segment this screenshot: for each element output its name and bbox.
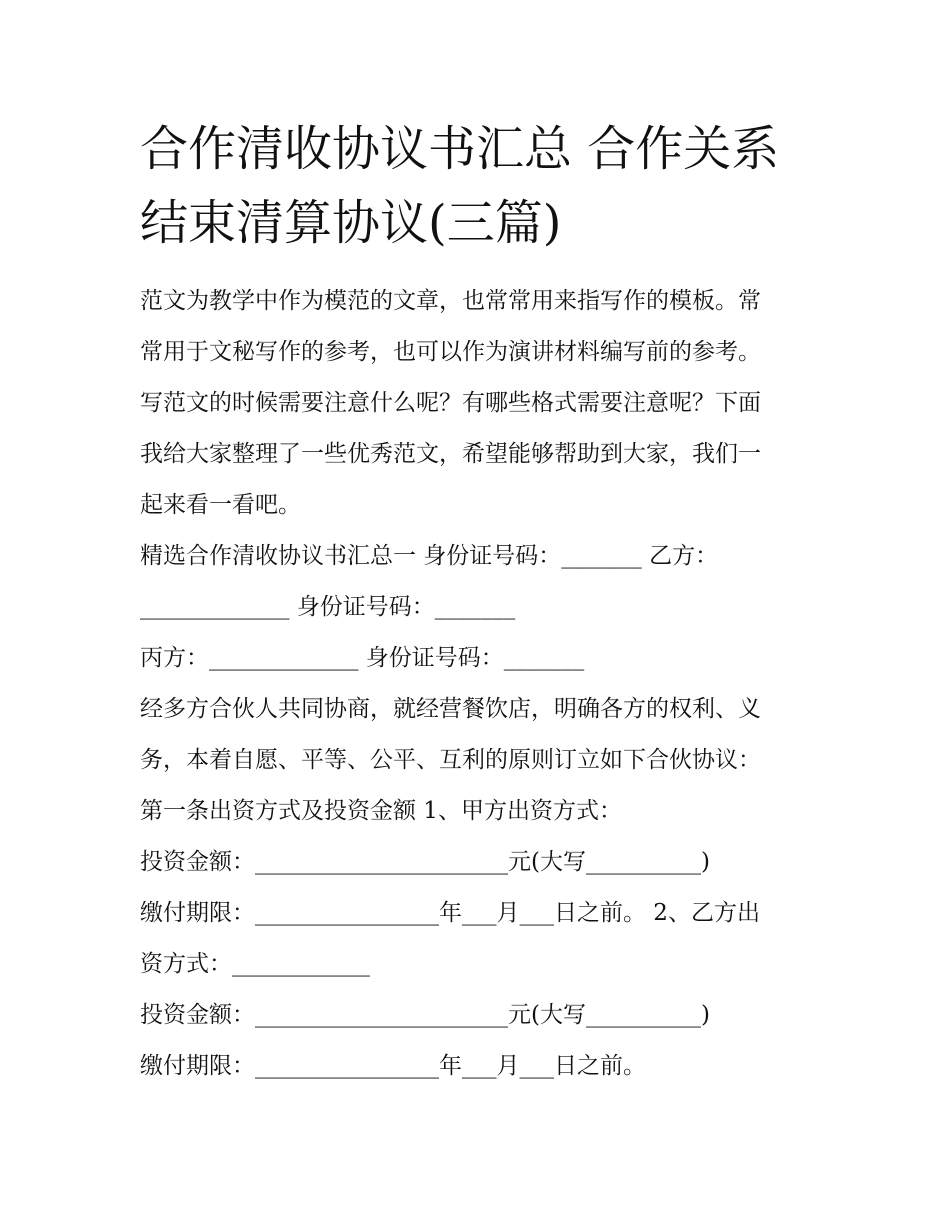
body-line: 缴付期限：________________年___月___日之前。 2、乙方出: [140, 900, 760, 926]
body-line: 务，本着自愿、平等、公平、互利的原则订立如下合伙协议：: [140, 747, 761, 773]
body-line: 投资金额：______________________元(大写__________): [140, 849, 710, 875]
body-line: 缴付期限：________________年___月___日之前。: [140, 1053, 646, 1079]
body-line: 第一条出资方式及投资金额 1、甲方出资方式：: [140, 798, 622, 824]
document-title: [140, 112, 820, 260]
body-line: 常用于文秘写作的参考，也可以作为演讲材料编写前的参考。: [140, 339, 761, 365]
title-line-1: 合作清收协议书汇总 合作关系: [140, 121, 780, 177]
title-line-2: 结束清算协议(三篇): [140, 195, 562, 251]
body-line: 写范文的时候需要注意什么呢？有哪些格式需要注意呢？下面: [140, 390, 761, 416]
body-line: 起来看一看吧。: [140, 492, 301, 518]
body-line: 投资金额：______________________元(大写__________): [140, 1002, 710, 1028]
document-body: [140, 276, 820, 1092]
body-line: 精选合作清收协议书汇总一 身份证号码：_______ 乙方：: [140, 543, 719, 569]
body-line: 我给大家整理了一些优秀范文，希望能够帮助到大家，我们一: [140, 441, 761, 467]
body-line: 丙方：_____________ 身份证号码：_______: [140, 645, 585, 671]
body-line: _____________ 身份证号码：_______: [140, 594, 516, 620]
body-line: 资方式：____________: [140, 951, 370, 977]
body-line: 经多方合伙人共同协商，就经营餐饮店，明确各方的权利、义: [140, 696, 761, 722]
body-line: 范文为教学中作为模范的文章，也常常用来指写作的模板。常: [140, 288, 761, 314]
